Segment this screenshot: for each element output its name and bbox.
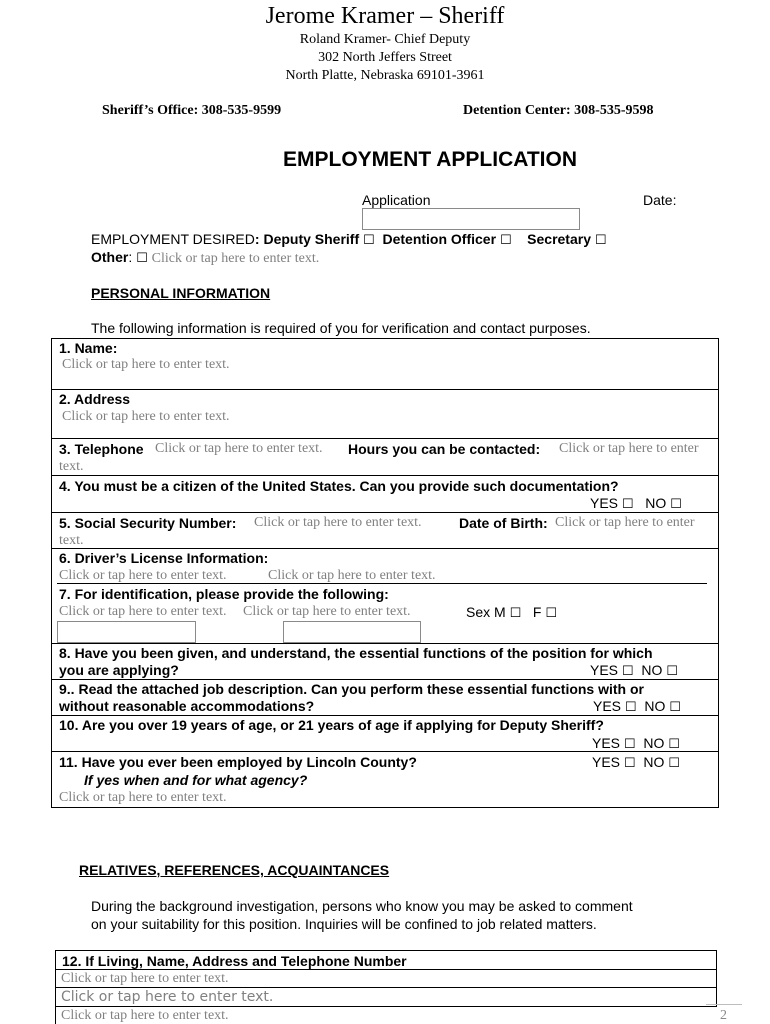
dob-label: Date of Birth: <box>459 515 548 531</box>
hours-contact-input[interactable]: Click or tap here to enter <box>559 441 699 456</box>
essential-functions-question-line2: you are applying? <box>59 662 179 678</box>
sheriff-office-phone: Sheriff’s Office: 308-535-9599 <box>102 103 282 118</box>
table-left-border <box>51 338 52 807</box>
employment-desired-row <box>91 231 607 248</box>
citizenship-yes-checkbox[interactable]: ☐ <box>621 497 634 512</box>
other-checkbox[interactable]: ☐ <box>136 251 148 266</box>
row-divider <box>51 548 719 549</box>
relatives-heading: RELATIVES, REFERENCES, ACQUAINTANCES <box>79 862 390 878</box>
row-divider <box>51 512 719 513</box>
employment-desired-label: EMPLOYMENT DESIRED <box>91 231 255 247</box>
identification-input-1[interactable]: Click or tap here to enter text. <box>59 604 227 619</box>
lincoln-county-question: 11. Have you ever been employed by Lincoln County? <box>59 754 417 770</box>
ssn-label: 5. Social Security Number: <box>59 515 237 531</box>
job-description-yes-no <box>593 698 681 715</box>
yes-label: YES <box>590 662 619 678</box>
job-description-question-line1: 9.. Read the attached job description. Can you perform these essential functions with or <box>59 681 644 697</box>
identification-input-2[interactable]: Click or tap here to enter text. <box>243 604 411 619</box>
ref-row-divider <box>55 1006 717 1007</box>
sex-male-label: Sex M <box>466 604 506 620</box>
no-label: NO <box>641 662 663 678</box>
hours-contact-input-wrap[interactable]: text. <box>59 459 84 474</box>
other-input[interactable]: Click or tap here to enter text. <box>151 251 320 266</box>
chief-deputy: Roland Kramer- Chief Deputy <box>299 32 471 47</box>
sex-female-checkbox[interactable]: ☐ <box>545 606 558 621</box>
page-number: 2 <box>720 1008 727 1023</box>
identification-box-1[interactable] <box>57 621 196 643</box>
essential-functions-yes-no <box>590 662 678 679</box>
sex-selector <box>466 604 557 621</box>
page-footer-rule <box>706 1004 742 1005</box>
street-address: 302 North Jeffers Street <box>318 50 452 65</box>
sex-female-label: F <box>532 604 542 620</box>
city-address: North Platte, Nebraska 69101-3961 <box>285 68 485 83</box>
no-label: NO <box>644 698 666 714</box>
relatives-intro-line1: During the background investigation, persons who know you may be asked to comment <box>91 898 633 914</box>
employment-desired-colon: : <box>254 231 260 247</box>
detention-officer-checkbox[interactable]: ☐ <box>499 233 512 248</box>
citizenship-no-checkbox[interactable]: ☐ <box>670 497 682 512</box>
row-divider <box>51 438 719 439</box>
reference-input-3[interactable]: Click or tap here to enter text. <box>61 1008 229 1023</box>
telephone-label: 3. Telephone <box>59 441 144 457</box>
row-divider <box>51 807 719 808</box>
option-other: Other <box>91 249 129 265</box>
option-detention-officer: Detention Officer <box>382 231 497 247</box>
no-label: NO <box>643 754 665 770</box>
yes-label: YES <box>590 495 619 511</box>
row-divider <box>51 389 719 390</box>
age-yes-checkbox[interactable]: ☐ <box>623 737 636 752</box>
yes-label: YES <box>592 754 621 770</box>
age-question: 10. Are you over 19 years of age, or 21 years of age if applying for Deputy Sheriff? <box>59 717 604 733</box>
dob-input-wrap[interactable]: text. <box>59 533 84 548</box>
lincoln-county-no-checkbox[interactable]: ☐ <box>668 756 680 771</box>
relatives-intro-line2: on your suitability for this position. Inquiries will be confined to job related matters. <box>91 916 597 932</box>
row-divider <box>51 338 719 339</box>
job-description-question-line2: without reasonable accommodations? <box>59 698 315 714</box>
ref-row-divider <box>55 987 717 988</box>
other-row <box>91 249 319 267</box>
citizenship-yes-no <box>590 495 682 512</box>
application-label: Application <box>362 192 431 208</box>
form-title: EMPLOYMENT APPLICATION <box>283 148 577 171</box>
drivers-license-label: 6. Driver’s License Information: <box>59 550 269 566</box>
essential-functions-question-line1: 8. Have you been given, and understand, the essential functions of the position for which <box>59 645 653 661</box>
name-input[interactable]: Click or tap here to enter text. <box>62 357 230 372</box>
option-deputy-sheriff: Deputy Sheriff <box>263 231 360 247</box>
reference-input-2[interactable]: Click or tap here to enter text. <box>61 989 274 1005</box>
ssn-input[interactable]: Click or tap here to enter text. <box>254 515 422 530</box>
hours-contact-label: Hours you can be contacted: <box>348 441 541 457</box>
table-right-border <box>718 338 719 807</box>
citizenship-question: 4. You must be a citizen of the United States. Can you provide such documentation? <box>59 478 619 494</box>
dob-input[interactable]: Click or tap here to enter <box>555 515 695 530</box>
row-divider <box>51 643 719 644</box>
age-yes-no <box>592 735 680 752</box>
detention-center-phone: Detention Center: 308-535-9598 <box>463 103 654 118</box>
drivers-license-state-input[interactable]: Click or tap here to enter text. <box>268 568 436 583</box>
yes-label: YES <box>592 735 621 751</box>
job-description-no-checkbox[interactable]: ☐ <box>669 700 681 715</box>
job-description-yes-checkbox[interactable]: ☐ <box>624 700 637 715</box>
secretary-checkbox[interactable]: ☐ <box>594 233 607 248</box>
ref-row-divider <box>55 969 717 970</box>
relatives-question: 12. If Living, Name, Address and Telephone Number <box>62 953 407 969</box>
address-label: 2. Address <box>59 391 131 407</box>
essential-functions-no-checkbox[interactable]: ☐ <box>666 664 678 679</box>
lincoln-county-agency-input[interactable]: Click or tap here to enter text. <box>59 790 227 805</box>
lincoln-county-followup: If yes when and for what agency? <box>84 772 308 788</box>
reference-input-1[interactable]: Click or tap here to enter text. <box>61 971 229 986</box>
no-label: NO <box>645 495 667 511</box>
sex-male-checkbox[interactable]: ☐ <box>509 606 522 621</box>
row-divider <box>51 475 719 476</box>
deputy-sheriff-checkbox[interactable]: ☐ <box>363 233 375 248</box>
row-divider <box>51 715 719 716</box>
lincoln-county-yes-no <box>592 754 680 771</box>
age-no-checkbox[interactable]: ☐ <box>668 737 680 752</box>
essential-functions-yes-checkbox[interactable]: ☐ <box>621 664 634 679</box>
identification-label: 7. For identification, please provide the following: <box>59 586 389 602</box>
sheriff-title: Jerome Kramer – Sheriff <box>265 3 505 29</box>
identification-box-2[interactable] <box>283 621 421 643</box>
personal-intro: The following information is required of you for verification and contact purposes. <box>91 320 591 336</box>
no-label: NO <box>643 735 665 751</box>
telephone-input[interactable]: Click or tap here to enter text. <box>155 441 323 456</box>
yes-label: YES <box>593 698 622 714</box>
lincoln-county-yes-checkbox[interactable]: ☐ <box>623 756 636 771</box>
name-label: 1. Name: <box>59 340 118 356</box>
personal-information-heading: PERSONAL INFORMATION <box>91 285 271 301</box>
address-input[interactable]: Click or tap here to enter text. <box>62 409 230 424</box>
other-colon: : <box>128 249 133 265</box>
option-secretary: Secretary <box>527 231 591 247</box>
ref-table-right-border <box>716 950 717 1006</box>
application-date-input[interactable] <box>362 208 580 230</box>
row-divider <box>51 679 719 680</box>
drivers-license-number-input[interactable]: Click or tap here to enter text. <box>59 568 227 583</box>
ref-row-divider <box>55 950 717 951</box>
date-label: Date: <box>643 192 677 208</box>
